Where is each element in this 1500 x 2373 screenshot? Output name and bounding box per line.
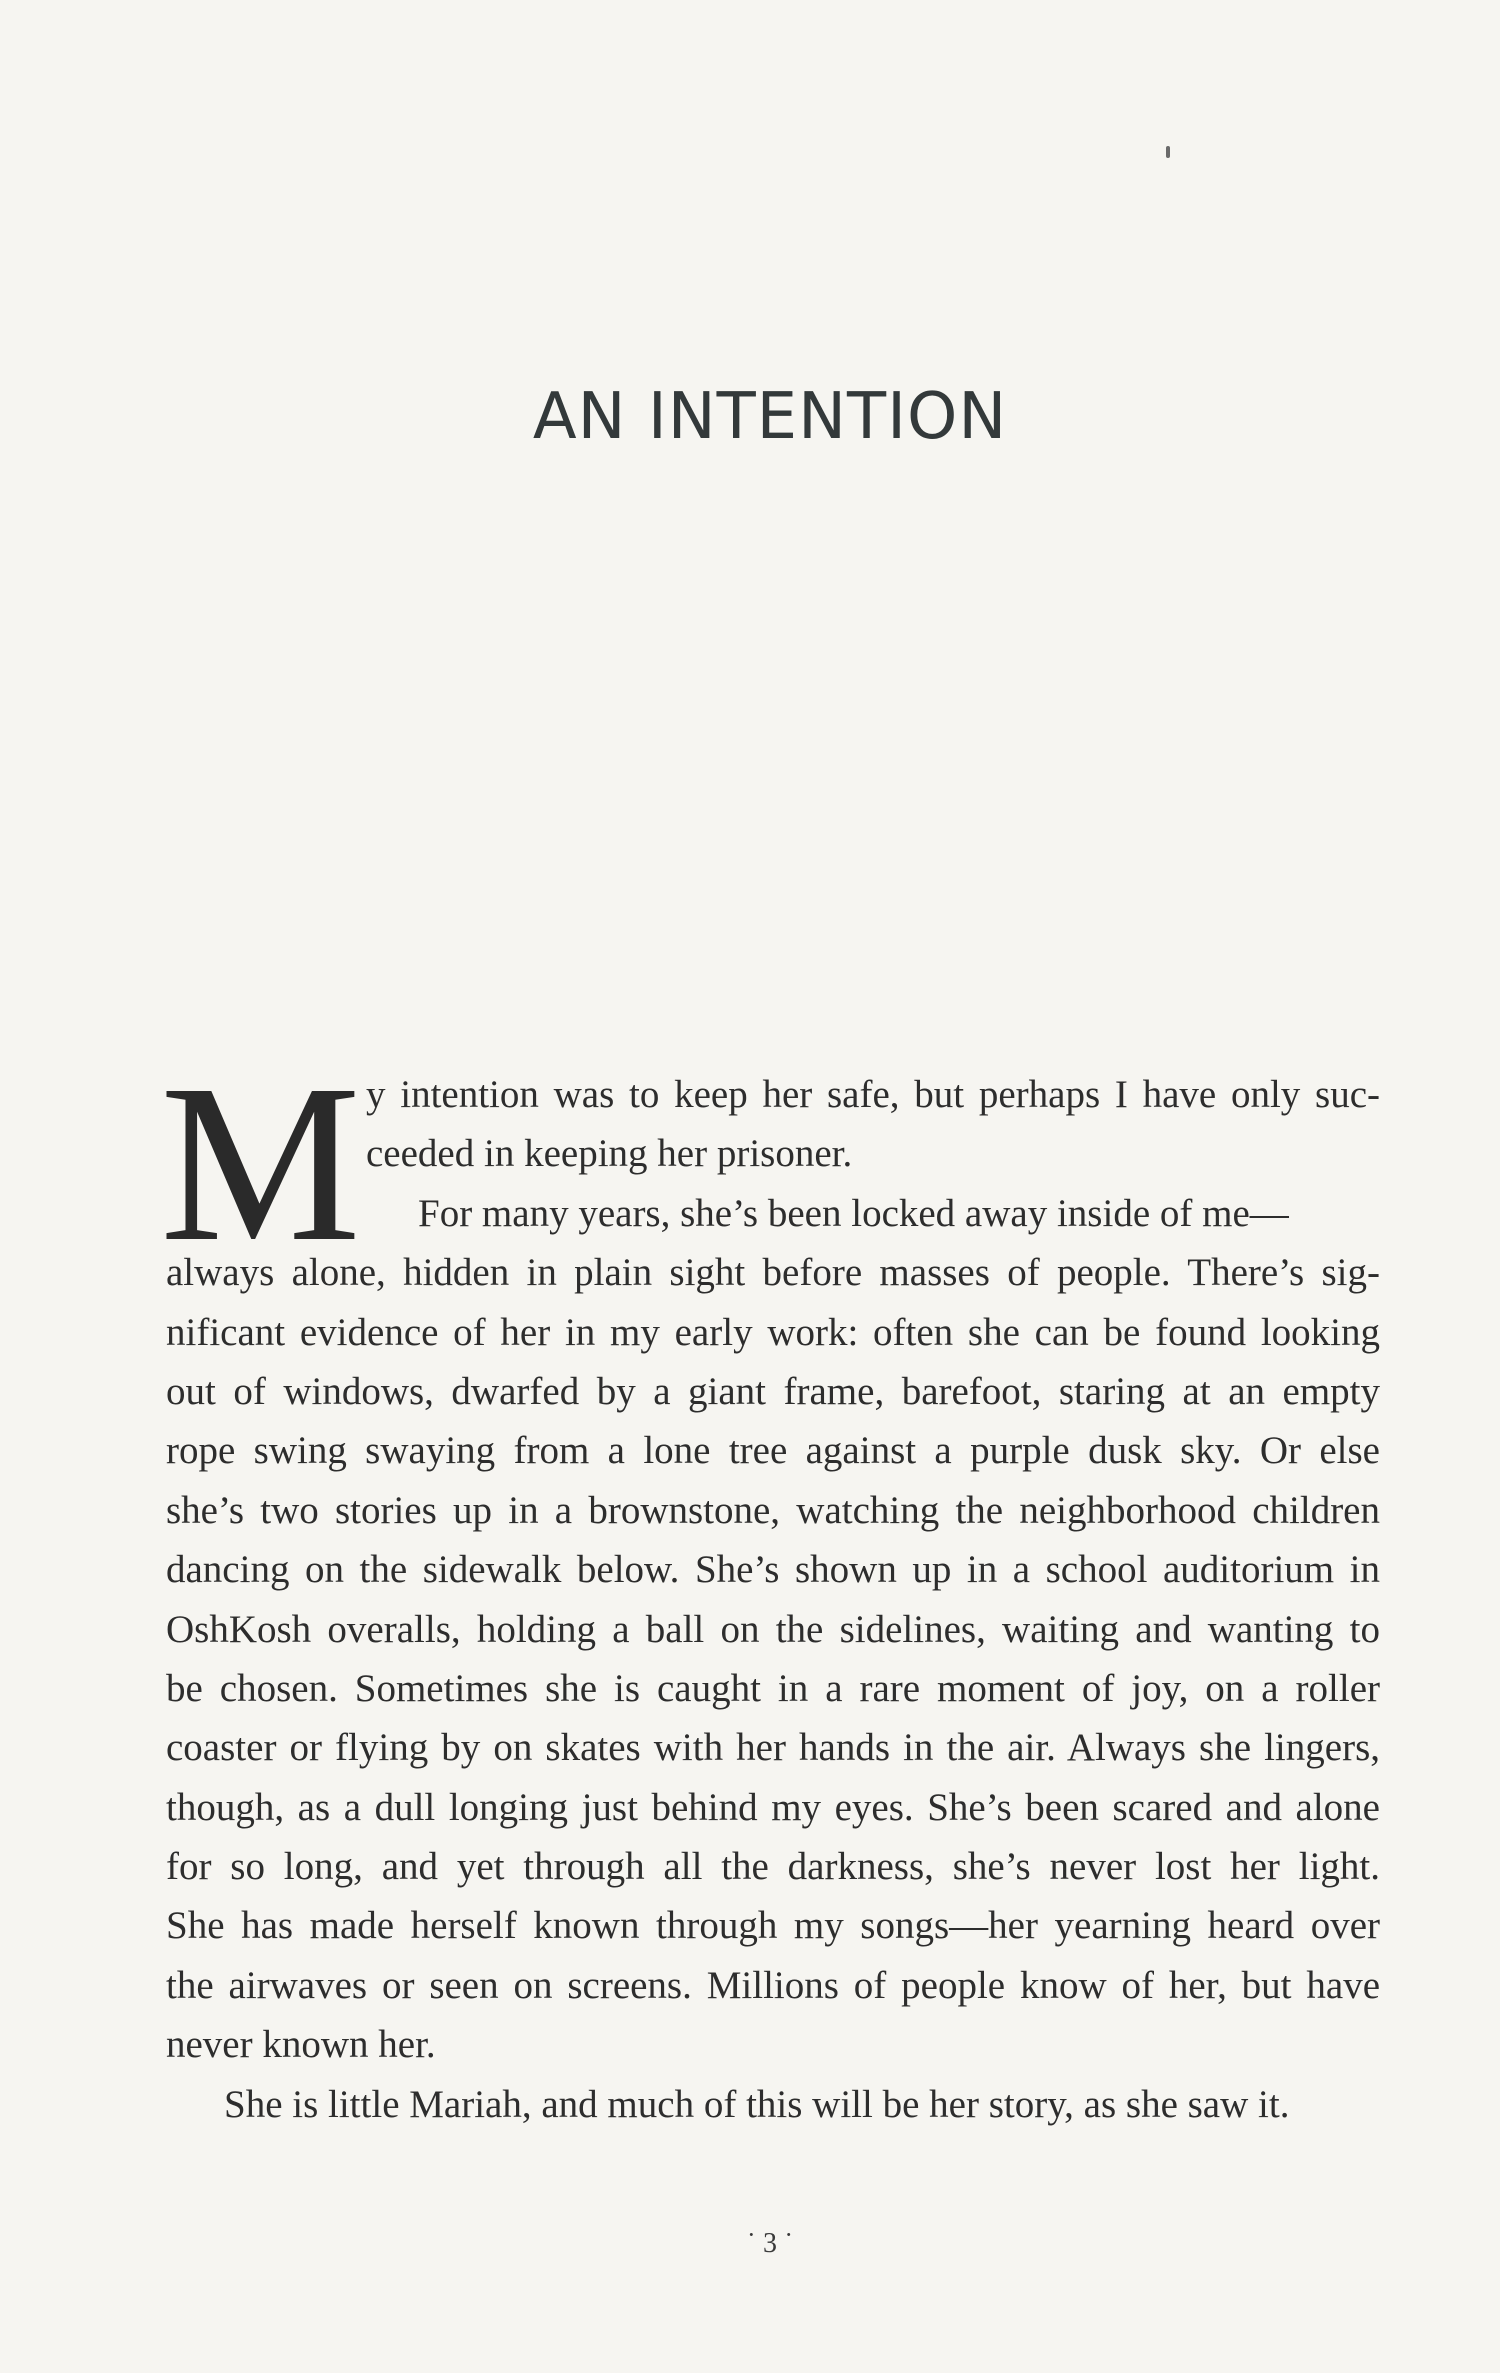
text-line: the airwaves or seen on screens. Millions of people know of her, but have (166, 1963, 1380, 2007)
text-line: dancing on the sidewalk below. She’s shown up in a school auditorium in (166, 1548, 1380, 1592)
text-line: be chosen. Sometimes she is caught in a rare moment of joy, on a roller (166, 1666, 1380, 1710)
page-number-dash-right: ˙ (784, 2228, 794, 2259)
text-line: For many years, she’s been locked away inside of me— (418, 1191, 1289, 1235)
text-line: she’s two stories up in a brownstone, watching the neighborhood children (166, 1488, 1380, 1532)
text-line: out of windows, dwarfed by a giant frame, barefoot, staring at an empty (166, 1369, 1380, 1413)
body-text (166, 1065, 1380, 2134)
text-line: for so long, and yet through all the darkness, she’s never lost her light. (166, 1845, 1380, 1889)
page-number (0, 2228, 1500, 2260)
text-line: ceeded in keeping her prisoner. (366, 1132, 853, 1176)
text-line: never known her. (166, 2023, 436, 2067)
drop-cap: M (160, 1038, 361, 1288)
text-line: She is little Mariah, and much of this will be her story, as she saw it. (224, 2082, 1290, 2126)
page-number-value: 3 (763, 2228, 777, 2259)
text-line: OshKosh overalls, holding a ball on the sidelines, waiting and wanting to (166, 1607, 1380, 1651)
text-line: coaster or flying by on skates with her hands in the air. Always she lingers, (166, 1726, 1380, 1770)
text-line: rope swing swaying from a lone tree against a purple dusk sky. Or else (166, 1429, 1380, 1473)
chapter-title: AN INTENTION (532, 380, 1008, 454)
text-line: y intention was to keep her safe, but perhaps I have only suc- (366, 1073, 1380, 1116)
page-number-dash-left: ˙ (746, 2228, 756, 2259)
text-line: She has made herself known through my songs—her yearning heard over (166, 1904, 1380, 1948)
text-line: nificant evidence of her in my early work: often she can be found looking (166, 1310, 1380, 1354)
text-line: though, as a dull longing just behind my eyes. She’s been scared and alone (166, 1785, 1380, 1829)
ink-speck (1166, 146, 1170, 158)
text-line: always alone, hidden in plain sight before masses of people. There’s sig- (166, 1251, 1380, 1295)
